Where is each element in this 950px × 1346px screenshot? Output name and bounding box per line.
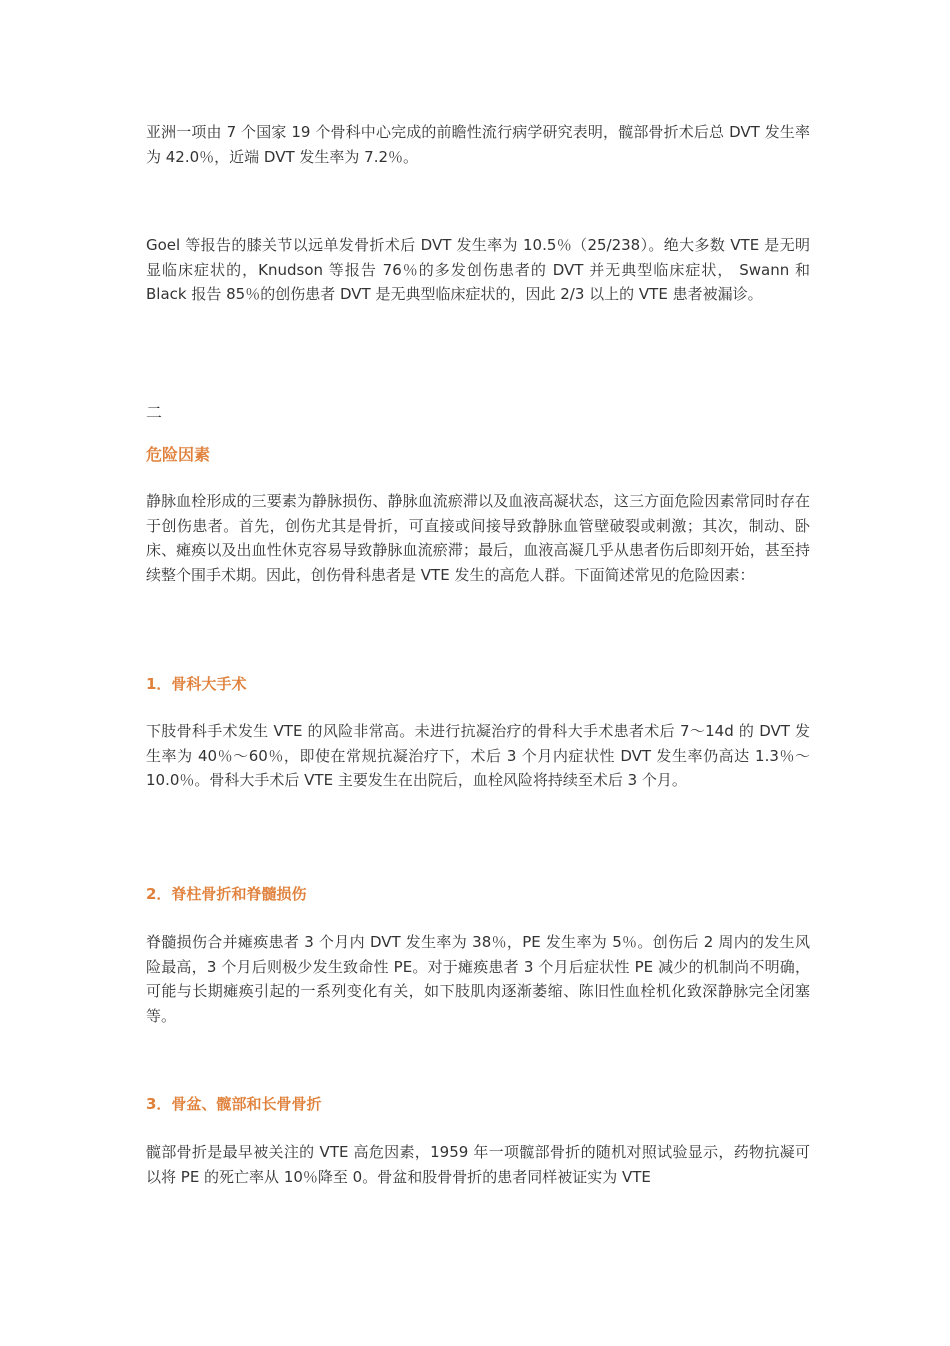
paragraph-goel-report: Goel 等报告的膝关节以远单发骨折术后 DVT 发生率为 10.5％（25/238）。绝大多数 VTE 是无明显临床症状的，Knudson 等报告 76％的多发创伤患者的 DVT 并无典型临床症状， Swann 和 Black 报告 85％的创伤患者 DVT 是无典型临床症状的，因此 2/3 以上的 VTE 患者被漏诊。 (146, 236, 810, 303)
subsection-body-1: 下肢骨科手术发生 VTE 的风险非常高。未进行抗凝治疗的骨科大手术患者术后 7～14d 的 DVT 发生率为 40％～60％，即使在常规抗凝治疗下，术后 3 个月内症状性 DVT 发生率仍高达 1.3％～10.0％。骨科大手术后 VTE 主要发生在出院后，血栓风险将持续至术后 3 个月。 (146, 722, 810, 789)
subsection-body-3: 髋部骨折是最早被关注的 VTE 高危因素，1959 年一项髋部骨折的随机对照试验显示，药物抗凝可以将 PE 的死亡率从 10％降至 0。骨盆和股骨骨折的患者同样被证实为 VTE (146, 1143, 810, 1186)
subsection-title-3: 3．骨盆、髋部和长骨骨折 (146, 1095, 322, 1113)
subsection-title-2: 2．脊柱骨折和脊髓损伤 (146, 885, 307, 903)
subsection-body-2: 脊髓损伤合并瘫痪患者 3 个月内 DVT 发生率为 38％，PE 发生率为 5％。创伤后 2 周内的发生风险最高，3 个月后则极少发生致命性 PE。对于瘫痪患者 3 个月后症状性 PE 减少的机制尚不明确，可能与长期瘫痪引起的一系列变化有关，如下肢肌肉逐渐萎缩、陈旧性血栓机化致深静脉完全闭塞等。 (146, 933, 810, 1025)
paragraph-asia-study: 亚洲一项由 7 个国家 19 个骨科中心完成的前瞻性流行病学研究表明，髋部骨折术后总 DVT 发生率为 42.0％，近端 DVT 发生率为 7.2％。 (146, 123, 810, 166)
subsection-title-1: 1．骨科大手术 (146, 675, 247, 693)
section-intro: 静脉血栓形成的三要素为静脉损伤、静脉血流瘀滞以及血液高凝状态，这三方面危险因素常同时存在于创伤患者。首先，创伤尤其是骨折，可直接或间接导致静脉血管壁破裂或刺激；其次，制动、卧床、瘫痪以及出血性休克容易导致静脉血流瘀滞；最后，血液高凝几乎从患者伤后即刻开始，甚至持续整个围手术期。因此，创伤骨科患者是 VTE 发生的高危人群。下面简述常见的危险因素： (146, 492, 810, 584)
section-marker: 二 (146, 403, 163, 422)
section-title: 危险因素 (146, 445, 211, 464)
